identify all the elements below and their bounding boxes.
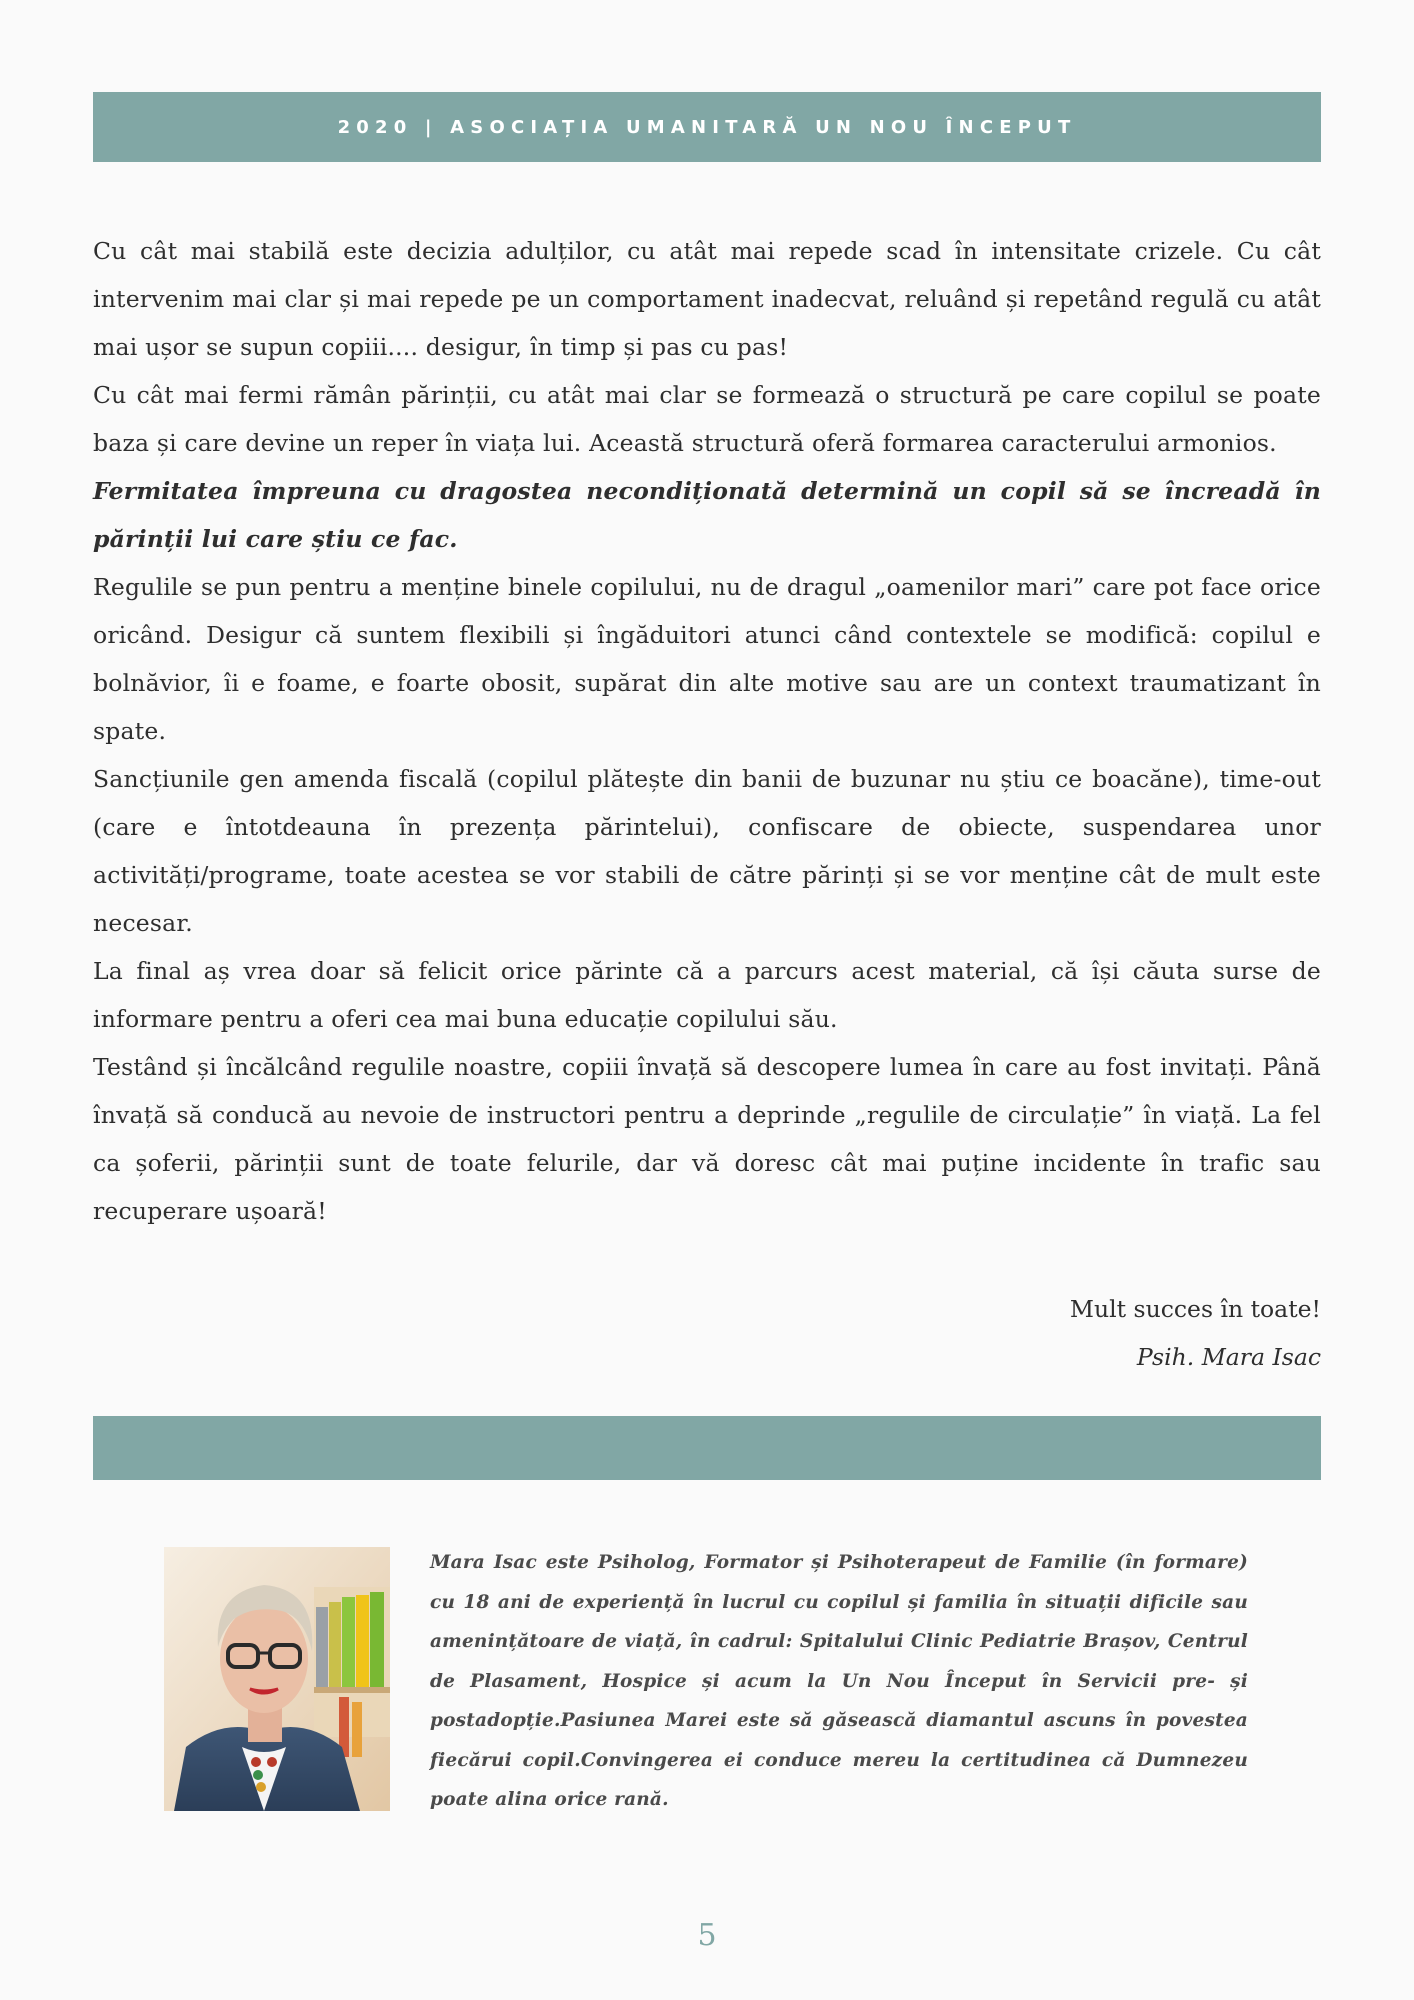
paragraph: Testând și încălcând regulile noastre, copiii învață să descopere lumea în care au fost invitați. Până învață să conducă au nevoie de instructori pentru a deprinde „regulile de circulație” în viață. La fel ca șoferii, părinții sunt de toate felurile, dar vă doresc cât mai puține incidente în trafic sau recuperare ușoară! bbox=[93, 1053, 1321, 1225]
section-divider-bar bbox=[93, 1416, 1321, 1480]
author-bio: Mara Isac este Psiholog, Formator și Psihoterapeut de Familie (în formare) cu 18 ani de experiență în lucrul cu copilul și familia în situații dificile sau amenințătoare de viață, în cadrul: Spitalului Clinic Pediatrie Brașov, Centrul de Plasament, Hospice și acum la Un Nou Început în Servicii pre- și postadopție.Pasiunea Marei este să găsească diamantul ascuns în povestea fiecărui copil.Convingerea ei conduce mereu la certitudinea că Dumnezeu poate alina orice rană. bbox=[430, 1552, 1248, 1810]
paragraph: Sancțiunile gen amenda fiscală (copilul plătește din banii de buzunar nu știu ce boacăne), time-out (care e întotdeauna în prezența părintelui), confiscare de obiecte, suspendarea unor activități/programe, toate acestea se vor stabili de către părinți și se vor menține cât de mult este necesar. bbox=[93, 765, 1321, 937]
emphasized-paragraph: Fermitatea împreuna cu dragostea necondiționată determină un copil să se încreadă în părinții lui care știu ce fac. bbox=[93, 477, 1321, 553]
author-photo bbox=[164, 1547, 390, 1811]
paragraph: Cu cât mai fermi rămân părinții, cu atât mai clar se formează o structură pe care copilul se poate baza și care devine un reper în viața lui. Această structură oferă formarea caracterului armonios. bbox=[93, 381, 1321, 457]
header-banner bbox=[93, 92, 1321, 162]
paragraph: Cu cât mai stabilă este decizia adulților, cu atât mai repede scad în intensitate crizele. Cu cât intervenim mai clar și mai repede pe un comportament inadecvat, reluând și repetând regulă cu atât mai ușor se supun copiii.... desigur, în timp și pas cu pas! bbox=[93, 237, 1321, 361]
article-body bbox=[93, 227, 1321, 1235]
header-title: 2020 | ASOCIAȚIA UMANITARĂ UN NOU ÎNCEPUT bbox=[337, 116, 1077, 138]
paragraph: La final aș vrea doar să felicit orice părinte că a parcurs acest material, că își căuta surse de informare pentru a oferi cea mai buna educație copilului său. bbox=[93, 957, 1321, 1033]
paragraph: Regulile se pun pentru a menține binele copilului, nu de dragul „oamenilor mari” care pot face orice oricând. Desigur că suntem flexibili și îngăduitori atunci când contextele se modifică: copilul e bolnăvior, îi e foame, e foarte obosit, supărat din alte motive sau are un context traumatizant în spate. bbox=[93, 573, 1321, 745]
closing-block bbox=[1070, 1285, 1321, 1381]
author-signature: Psih. Mara Isac bbox=[1136, 1343, 1321, 1371]
closing-wish: Mult succes în toate! bbox=[1069, 1295, 1321, 1323]
page-number: 5 bbox=[697, 1918, 717, 1953]
author-portrait-image bbox=[164, 1547, 390, 1811]
